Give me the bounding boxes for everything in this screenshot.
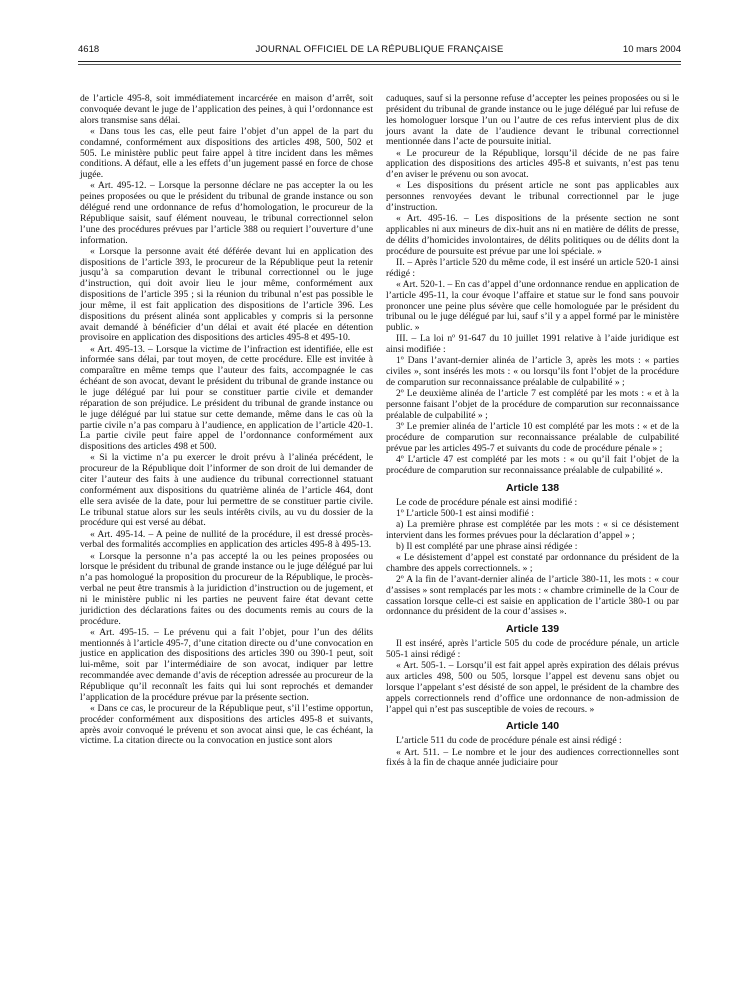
article-heading: Article 139 xyxy=(505,623,560,636)
journal-title: JOURNAL OFFICIEL DE LA RÉPUBLIQUE FRANÇAISE xyxy=(255,44,504,55)
page-header xyxy=(78,44,681,58)
left-paragraph: « Art. 495-15. – Le prévenu qui a fait l’objet, pour l’un des délits mentionnés à l’article 495-7, d’une citation directe ou d’une convocation en justice en application des dispositions des articles 390 ou 390-1 peut, soit lui-même, soit par l’intermédiaire de son avocat, indiquer par lettre recommandée avec demande d’avis de réception adressée au procureur de la République qu’il reconnaît les faits qui lui sont reprochés et demander l’application de la procédure prévue par la présente section. xyxy=(80,626,373,703)
left-paragraph: de l’article 495-8, soit immédiatement incarcérée en maison d’arrêt, soit convoquée devant le juge de l’application des peines, à qui l’ordonnance est alors transmise sans délai. xyxy=(80,93,373,126)
right-paragraph: a) La première phrase est complétée par les mots : « si ce désistement intervient dans les formes prévues pour la déclaration d’appel » ; xyxy=(386,518,679,541)
right-paragraph: L’article 511 du code de procédure pénale est ainsi rédigé : xyxy=(396,735,622,747)
right-paragraph: « Art. 520-1. – En cas d’appel d’une ordonnance rendue en application de l’article 495-11, la cour évoque l’affaire et statue sur le fond sans pouvoir prononcer une peine plus sévère que celle homologuée par le président du tribunal ou le juge délégué par lui, sauf s’il y a appel formé par le ministère public. » xyxy=(386,278,679,334)
right-paragraph: « Les dispositions du présent article ne sont pas applicables aux personnes renvoyées devant le tribunal correctionnel par le juge d’instruction. xyxy=(386,180,679,214)
left-paragraph: « Dans tous les cas, elle peut faire l’objet d’un appel de la part du condamné, conformément aux dispositions des articles 498, 500, 502 et 505. Le ministère public peut faire appel à titre incident dans les mêmes conditions. A défaut, elle a les effets d’un jugement passé en force de chose jugée. xyxy=(80,125,373,181)
left-paragraph: « Lorsque la personne n’a pas accepté la ou les peines proposées ou lorsque le président du tribunal de grande instance ou le juge délégué par lui n’a pas homologué la proposition du procureur de la République, le procès-verbal ne peut être transmis à la juridiction d’instruction ou de jugement, et ni le ministère public ni les parties ne peuvent faire état devant cette juridiction des déclarations faites ou des documents remis au cours de la procédure. xyxy=(80,550,373,627)
right-paragraph: caduques, sauf si la personne refuse d’accepter les peines proposées ou si le président du tribunal de grande instance ou le juge délégué par lui refuse de les homologuer lorsque l’un ou l’autre de ces refus intervient plus de dix jours avant la date de l’audience devant le tribunal correctionnel mentionnée dans l’acte de poursuite initial. xyxy=(386,93,679,148)
issue-date: 10 mars 2004 xyxy=(622,44,681,55)
left-paragraph: « Si la victime n’a pu exercer le droit prévu à l’alinéa précédent, le procureur de la République doit l’informer de son droit de lui demander de citer l’auteur des faits à une audience du tribunal correctionnel statuant conformément aux dispositions du quatrième alinéa de l’article 464, dont elle sera avisée de la date, pour lui permettre de se constituer partie civile. Le tribunal statue alors sur les seuls intérêts civils, au vu du dossier de la procédure qui est versé au débat. xyxy=(80,452,373,529)
left-paragraph: « Art. 495-14. – A peine de nullité de la procédure, il est dressé procès-verbal des formalités accomplies en application des articles 495-8 à 495-13. xyxy=(80,528,373,551)
right-paragraph: 1º Dans l’avant-dernier alinéa de l’article 3, après les mots : « parties civiles », sont insérés les mots : « ou lorsqu’ils font l’objet de la procédure de comparution sur reconnaissance préalable de culpabilité » ; xyxy=(386,355,679,389)
right-paragraph: 2º A la fin de l’avant-dernier alinéa de l’article 380-11, les mots : « cour d’assises » sont remplacés par les mots : « chambre criminelle de la Cour de cassation lorsque celle-ci est saisie en application de l’article 380-1 ou par ordonnance du président de la cour d’assises ». xyxy=(386,573,679,618)
header-rule-thin xyxy=(78,64,681,65)
left-paragraph: « Art. 495-13. – Lorsque la victime de l’infraction est identifiée, elle est informée sans délai, par tout moyen, de cette procédure. Elle est invitée à comparaître en même temps que l’auteur des faits, accompagnée le cas échéant de son avocat, devant le président du tribunal de grande instance ou le juge délégué par lui pour se constituer partie civile et demander réparation de son préjudice. Le président du tribunal de grande instance ou le juge délégué par lui statue sur cette demande, même dans le cas où la partie civile n’a pas comparu à l’audience, en application de l’article 420-1. La partie civile peut faire appel de l’ordonnance conformément aux dispositions des articles 498 et 500. xyxy=(80,343,373,453)
right-paragraph: Le code de procédure pénale est ainsi modifié : xyxy=(396,496,578,508)
right-paragraph: b) Il est complété par une phrase ainsi rédigée : xyxy=(396,540,578,552)
right-paragraph: « Art. 505-1. – Lorsqu’il est fait appel après expiration des délais prévus aux articles 498, 500 ou 505, lorsque l’appel est devenu sans objet ou lorsque l’appelant s’est désisté de son appel, le président de la chambre des appels correctionnels rend d’office une ordonnance de non-admission de l’appel qui n’est pas susceptible de voies de recours. » xyxy=(386,660,679,715)
right-paragraph: III. – La loi nº 91-647 du 10 juillet 1991 relative à l’aide juridique est ainsi modifiée : xyxy=(386,333,679,356)
article-heading: Article 138 xyxy=(505,481,560,494)
right-paragraph: 2º Le deuxième alinéa de l’article 7 est complété par les mots : « et à la personne faisant l’objet de la procédure de comparution sur reconnaissance préalable de culpabilité » ; xyxy=(386,388,679,421)
right-paragraph: « Art. 495-16. – Les dispositions de la présente section ne sont applicables ni aux mineurs de dix-huit ans ni en matière de délits de presse, de délits d’homicides involontaires, de délits politiques ou de délits dont la procédure de poursuite est prévue par une loi spéciale. » xyxy=(386,213,679,257)
right-paragraph: 3º Le premier alinéa de l’article 10 est complété par les mots : « et de la procédure de comparution sur reconnaissance préalable de culpabilité prévue par les articles 495-7 et suivants du code de procédure pénale » ; xyxy=(386,420,679,454)
left-paragraph: « Art. 495-12. – Lorsque la personne déclare ne pas accepter la ou les peines proposées ou que le président du tribunal de grande instance ou son délégué rend une ordonnance de refus d’homologation, le procureur de la République saisit, sauf élément nouveau, le tribunal correctionnel selon l’une des procédures prévues par l’article 388 ou requiert l’ouverture d’une information. xyxy=(80,180,373,246)
right-paragraph: II. – Après l’article 520 du même code, il est inséré un article 520-1 ainsi rédigé : xyxy=(386,256,679,279)
right-paragraph: Il est inséré, après l’article 505 du code de procédure pénale, un article 505-1 ainsi rédigé : xyxy=(386,638,679,661)
right-column xyxy=(386,94,679,770)
right-paragraph: 1º L’article 500-1 est ainsi modifié : xyxy=(396,507,534,519)
right-paragraph: « Art. 511. – Le nombre et le jour des audiences correctionnelles sont fixés à la fin de chaque année judiciaire pour xyxy=(386,746,679,769)
right-paragraph: 4º L’article 47 est complété par les mots : « ou qu’il fait l’objet de la procédure de comparution sur reconnaissance préalable de culpabilité ». xyxy=(386,453,679,476)
right-paragraph: « Le procureur de la République, lorsqu’il décide de ne pas faire application des dispositions des articles 495-8 et suivants, n’est pas tenu d’en aviser le prévenu ou son avocat. xyxy=(386,147,679,181)
article-heading: Article 140 xyxy=(505,720,560,733)
left-paragraph: « Lorsque la personne avait été déférée devant lui en application des dispositions de l’article 393, le procureur de la République peut la retenir jusqu’à sa comparution devant le tribunal correctionnel ou le juge d’instruction, qui doit avoir lieu le jour même, conformément aux dispositions de l’article 395 ; si la réunion du tribunal n’est pas possible le jour même, il est fait application des dispositions de l’article 396. Les dispositions du présent alinéa sont applicables y compris si la personne avait demandé à bénéficier d’un délai et avait été placée en détention provisoire en application des dispositions des articles 495-8 et 495-10. xyxy=(80,245,373,344)
left-paragraph: « Dans ce cas, le procureur de la République peut, s’il l’estime opportun, procéder conformément aux dispositions des articles 495-8 et suivants, après avoir convoqué le prévenu et son avocat ainsi que, le cas échéant, la victime. La citation directe ou la convocation en justice sont alors xyxy=(80,702,373,747)
left-column xyxy=(80,94,373,748)
right-paragraph: « Le désistement d’appel est constaté par ordonnance du président de la chambre des appels correctionnels. » ; xyxy=(386,551,679,574)
page-number: 4618 xyxy=(78,44,100,55)
header-rule xyxy=(78,61,681,62)
